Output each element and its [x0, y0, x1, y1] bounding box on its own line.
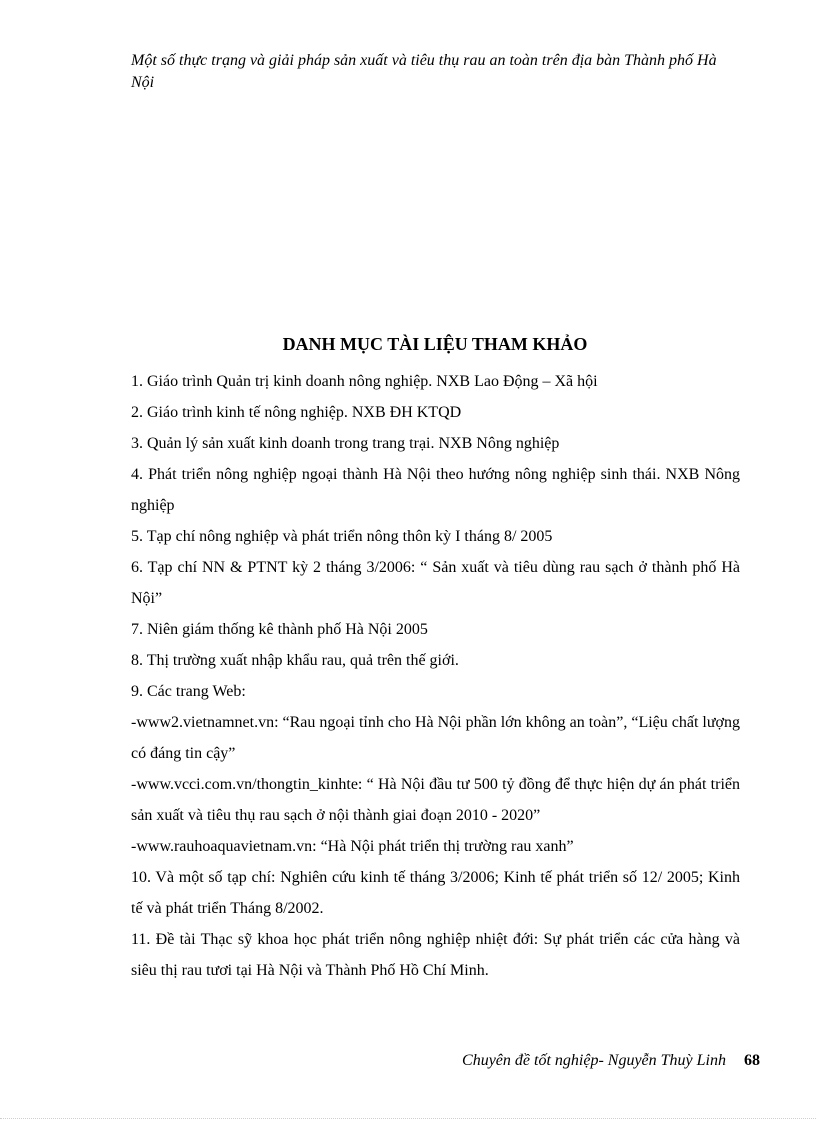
running-header: Một số thực trạng và giải pháp sản xuất và tiêu thụ rau an toàn trên địa bàn Thành phố Hà Nội: [131, 52, 717, 91]
reference-item: 8. Thị trường xuất nhập khẩu rau, quả trên thế giới.: [131, 652, 459, 669]
reference-item: -www2.vietnamnet.vn: “Rau ngoại tỉnh cho Hà Nội phần lớn không an toàn”, “Liệu chất lượng có đáng tin cậy”: [131, 714, 740, 762]
reference-item: 3. Quản lý sản xuất kinh doanh trong trang trại. NXB Nông nghiệp: [131, 435, 560, 452]
reference-item: 11. Đề tài Thạc sỹ khoa học phát triển nông nghiệp nhiệt đới: Sự phát triển các cửa hàng và siêu thị rau tươi tại Hà Nội và Thành Phố Hồ Chí Minh.: [131, 931, 740, 979]
reference-item: 1. Giáo trình Quản trị kinh doanh nông nghiệp. NXB Lao Động – Xã hội: [131, 373, 598, 390]
reference-item: 4. Phát triển nông nghiệp ngoại thành Hà Nội theo hướng nông nghiệp sinh thái. NXB Nông nghiệp: [131, 466, 740, 514]
footer-author: Chuyên đề tốt nghiệp- Nguyễn Thuỳ Linh: [462, 1052, 726, 1069]
reference-item: -www.vcci.com.vn/thongtin_kinhte: “ Hà Nội đầu tư 500 tỷ đồng để thực hiện dự án phát triển sản xuất và tiêu thụ rau sạch ở nội thành giai đoạn 2010 - 2020”: [131, 776, 740, 824]
reference-item: 10. Và một số tạp chí: Nghiên cứu kinh tế tháng 3/2006; Kinh tế phát triển số 12/ 2005; Kinh tế và phát triển Tháng 8/2002.: [131, 869, 740, 917]
reference-item: 6. Tạp chí NN & PTNT kỳ 2 tháng 3/2006: “ Sản xuất và tiêu dùng rau sạch ở thành phố Hà Nội”: [131, 559, 740, 607]
reference-list: [131, 366, 740, 986]
page-title: DANH MỤC TÀI LIỆU THAM KHẢO: [282, 334, 588, 354]
reference-item: 9. Các trang Web:: [131, 683, 246, 700]
reference-item: 7. Niên giám thống kê thành phố Hà Nội 2005: [131, 621, 428, 638]
page-number: 68: [744, 1052, 760, 1069]
reference-item: -www.rauhoaquavietnam.vn: “Hà Nội phát triển thị trường rau xanh”: [131, 838, 574, 855]
reference-item: 2. Giáo trình kinh tế nông nghiệp. NXB ĐH KTQD: [131, 404, 462, 421]
reference-item: 5. Tạp chí nông nghiệp và phát triển nông thôn kỳ I tháng 8/ 2005: [131, 528, 553, 545]
page-bottom-divider: [0, 1118, 816, 1119]
page-footer: [0, 1049, 760, 1073]
